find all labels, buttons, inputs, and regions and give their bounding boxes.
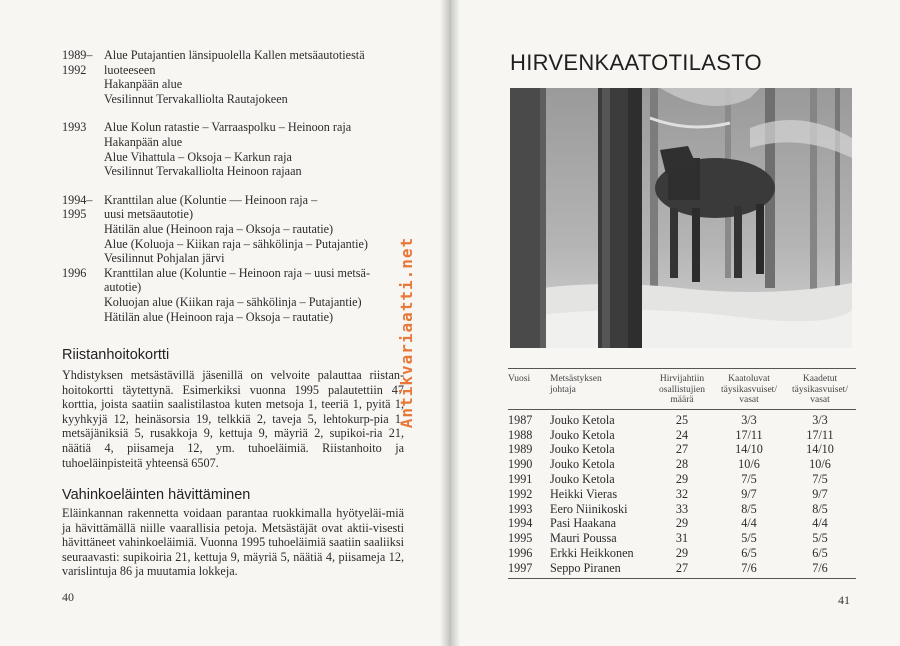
moose-in-forest-photo-icon xyxy=(510,88,852,348)
cell-killed: 5/5 xyxy=(812,531,828,546)
section-heading-pest-control: Vahinkoeläinten hävittäminen xyxy=(62,487,251,503)
cell-year: 1989 xyxy=(508,442,533,457)
cell-year: 1988 xyxy=(508,427,533,442)
cell-participants: 33 xyxy=(675,501,689,516)
page-number-right: 41 xyxy=(838,593,850,607)
cell-permits: 5/5 xyxy=(741,531,757,546)
cell-year: 1992 xyxy=(508,486,533,501)
cell-killed: 7/5 xyxy=(812,471,828,486)
cell-killed: 14/10 xyxy=(806,442,834,457)
cell-killed: 10/6 xyxy=(809,457,831,472)
cell-year: 1996 xyxy=(508,545,533,560)
cell-leader: Erkki Heikkonen xyxy=(550,545,634,560)
cell-permits: 4/4 xyxy=(741,516,757,531)
cell-year: 1987 xyxy=(508,412,533,427)
area-line: autotie) xyxy=(104,280,142,295)
cell-year: 1991 xyxy=(508,471,533,486)
cell-participants: 25 xyxy=(675,412,689,427)
table-row xyxy=(508,442,856,457)
cell-permits: 10/6 xyxy=(738,457,760,472)
area-year: 1989– xyxy=(62,48,93,62)
header-participants: Hirvijahtiin osallistujien määrä xyxy=(659,374,705,406)
table-header-row xyxy=(508,369,856,409)
cell-leader: Jouko Ketola xyxy=(550,412,615,427)
cell-permits: 17/11 xyxy=(735,427,763,442)
area-line: Kranttilan alue (Koluntie – Heinoon raja – uusi metsä- xyxy=(104,265,371,280)
table-row xyxy=(508,531,856,546)
cell-participants: 29 xyxy=(675,471,689,486)
cell-year: 1993 xyxy=(508,501,533,516)
cell-year: 1997 xyxy=(508,560,533,575)
cell-participants: 32 xyxy=(675,486,689,501)
cell-permits: 8/5 xyxy=(741,501,757,516)
table-row xyxy=(508,487,856,502)
table-row xyxy=(508,472,856,487)
cell-year: 1994 xyxy=(508,516,533,531)
cell-permits: 7/5 xyxy=(741,471,757,486)
area-line: Vesilinnut Tervakalliolta Rautajokeen xyxy=(104,91,288,106)
area-line: Hätilän alue (Heinoon raja – Oksoja – rautatie) xyxy=(104,309,334,324)
header-killed: Kaadetut täysikasvuiset/ vasat xyxy=(792,374,848,406)
moose-photo xyxy=(510,88,852,348)
cell-killed: 8/5 xyxy=(812,501,828,516)
area-line: Koluojan alue (Kiikan raja – sähkölinja – Putajantie) xyxy=(104,294,362,309)
watermark xyxy=(395,232,419,432)
area-block-1994 xyxy=(62,193,412,266)
cell-leader: Pasi Haakana xyxy=(550,516,616,531)
moose-harvest-table xyxy=(508,368,856,579)
area-line: Vesilinnut Pohjalan järvi xyxy=(104,251,225,266)
cell-participants: 27 xyxy=(675,560,689,575)
table-row xyxy=(508,409,856,427)
area-line: Alue Kolun ratastie – Varraaspolku – Heinoon raja xyxy=(104,120,352,135)
area-line: luoteeseen xyxy=(104,62,156,77)
page-number-left: 40 xyxy=(62,590,74,604)
area-line: Alue Vihattula – Oksoja – Karkun raja xyxy=(104,149,292,164)
area-line: uusi metsäautotie) xyxy=(104,207,194,222)
cell-killed: 3/3 xyxy=(812,412,828,427)
area-year: 1992 xyxy=(62,62,87,77)
cell-leader: Jouko Ketola xyxy=(550,427,615,442)
cell-participants: 31 xyxy=(675,531,689,546)
cell-leader: Mauri Poussa xyxy=(550,531,617,546)
cell-participants: 27 xyxy=(675,442,689,457)
area-line: Kranttilan alue (Koluntie — Heinoon raja – xyxy=(104,192,318,207)
cell-killed: 6/5 xyxy=(812,545,828,560)
cell-participants: 24 xyxy=(675,427,689,442)
table-row xyxy=(508,457,856,472)
cell-participants: 28 xyxy=(675,457,689,472)
table-row xyxy=(508,502,856,517)
cell-participants: 29 xyxy=(675,545,689,560)
area-line: Alue Putajantien länsipuolella Kallen metsäautotiestä xyxy=(104,48,365,62)
area-line: Vesilinnut Tervakalliolta Heinoon rajaan xyxy=(104,164,302,179)
cell-killed: 4/4 xyxy=(812,516,828,531)
area-block-1989 xyxy=(62,48,412,106)
area-line: Hakanpään alue xyxy=(104,134,183,149)
table-bottom-rule xyxy=(508,578,856,579)
cell-killed: 9/7 xyxy=(812,486,828,501)
cell-leader: Eero Niinikoski xyxy=(550,501,628,516)
cell-permits: 6/5 xyxy=(741,545,757,560)
section-text-pest-control: Eläinkannan rakennetta voidaan parantaa ruokkimalla hyötyeläi-miä ja hävittämällä niille vaarallisia petoja. Metsästäjät ovat aktii-visesti hävittäneet vahinkoeläimiä. Vuonna 1995 tuhoeläimiä saatiin saaliiksi seuraavasti: supikoiria 21, kettuja 9, mäyriä 5, näätiä 4, piisameja 12, varislintuja 86 ja muutamia lokkeja. xyxy=(62,506,404,579)
header-year: Vuosi xyxy=(508,374,531,384)
cell-leader: Heikki Vieras xyxy=(550,486,618,501)
area-block-1993 xyxy=(62,120,412,178)
table-row xyxy=(508,546,856,561)
cell-permits: 7/6 xyxy=(741,560,757,575)
cell-permits: 3/3 xyxy=(741,412,757,427)
area-year: 1993 xyxy=(62,120,87,135)
area-year: 1994– xyxy=(62,192,93,207)
header-permits: Kaatoluvat täysikasvuiset/ vasat xyxy=(721,374,777,406)
area-line: Hätilän alue (Heinoon raja – Oksoja – rautatie) xyxy=(104,221,334,236)
book-gutter xyxy=(440,0,460,646)
area-year: 1996 xyxy=(62,265,87,280)
cell-leader: Jouko Ketola xyxy=(550,442,615,457)
cell-killed: 7/6 xyxy=(812,560,828,575)
header-leader: Metsästyksen johtaja xyxy=(550,374,602,395)
cell-leader: Seppo Piranen xyxy=(550,560,621,575)
watermark-text: Antikvariaatti.net xyxy=(397,236,417,428)
page-title: HIRVENKAATOTILASTO xyxy=(510,50,762,75)
area-block-1996 xyxy=(62,266,412,324)
cell-permits: 14/10 xyxy=(735,442,763,457)
section-heading-game-card: Riistanhoitokortti xyxy=(62,347,170,363)
cell-leader: Jouko Ketola xyxy=(550,457,615,472)
hunting-areas-list xyxy=(62,48,412,338)
table-row xyxy=(508,428,856,443)
section-text-game-card: Yhdistyksen metsästävillä jäsenillä on velvoite palauttaa riistan-hoitokortti täytettynä. Esimerkiksi vuonna 1995 palautettiin 47 korttia, joista saatiin saalistilastoa kuten metsoja 1, teeriä 1, pyitä 1, kyyhkyjä 12, heinäsorsia 19, telkkiä 2, taveja 5, lehtokurp-pia 1, metsäjäniksiä 5, rusakkoja 9, kettuja 9, mäyriä 2, supikoi-ria 21, näätiä 4, piisameja 12, ym. tuhoeläimiä. Riistanhoito ja tuhoeläinpisteitä yhteensä 6507. xyxy=(62,368,404,470)
area-line: Alue (Koluoja – Kiikan raja – sähkölinja – Putajantie) xyxy=(104,236,368,251)
cell-permits: 9/7 xyxy=(741,486,757,501)
cell-year: 1990 xyxy=(508,457,533,472)
area-line: Hakanpään alue xyxy=(104,77,183,92)
cell-killed: 17/11 xyxy=(806,427,834,442)
area-year: 1995 xyxy=(62,207,87,222)
cell-leader: Jouko Ketola xyxy=(550,471,615,486)
cell-participants: 29 xyxy=(675,516,689,531)
table-row xyxy=(508,516,856,531)
table-row xyxy=(508,561,856,578)
cell-year: 1995 xyxy=(508,531,533,546)
